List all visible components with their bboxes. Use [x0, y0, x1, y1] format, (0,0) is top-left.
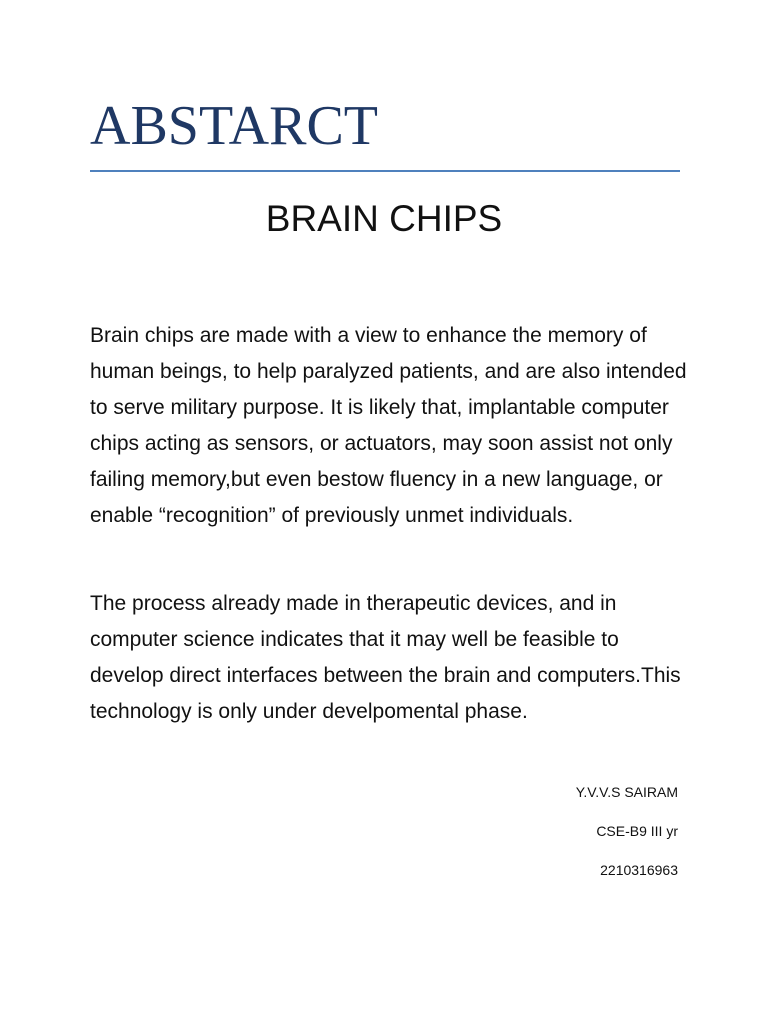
abstract-paragraph-2: The process already made in therapeutic devices, and in computer science indicates that it may well be feasible to develop direct interfaces between the brain and computers.This technology is only under develpomental phase.: [90, 592, 681, 723]
heading-underline-rule: [90, 170, 680, 172]
author-name: Y.V.V.S SAIRAM: [575, 784, 678, 800]
author-info: [576, 780, 678, 897]
document-title: BRAIN CHIPS: [265, 198, 503, 239]
author-class: CSE-B9 III yr: [596, 823, 678, 839]
author-roll-number: 2210316963: [600, 862, 678, 878]
document-heading: ABSTARCT: [90, 95, 379, 157]
abstract-paragraph-1: Brain chips are made with a view to enhance the memory of human beings, to help paralyzed patients, and are also intended to serve military purpose. It is likely that, implantable computer chips acting as sensors, or actuators, may soon assist not only failing memory,but even bestow fluency in a new language, or enable “recognition” of previously unmet individuals.: [90, 324, 687, 527]
